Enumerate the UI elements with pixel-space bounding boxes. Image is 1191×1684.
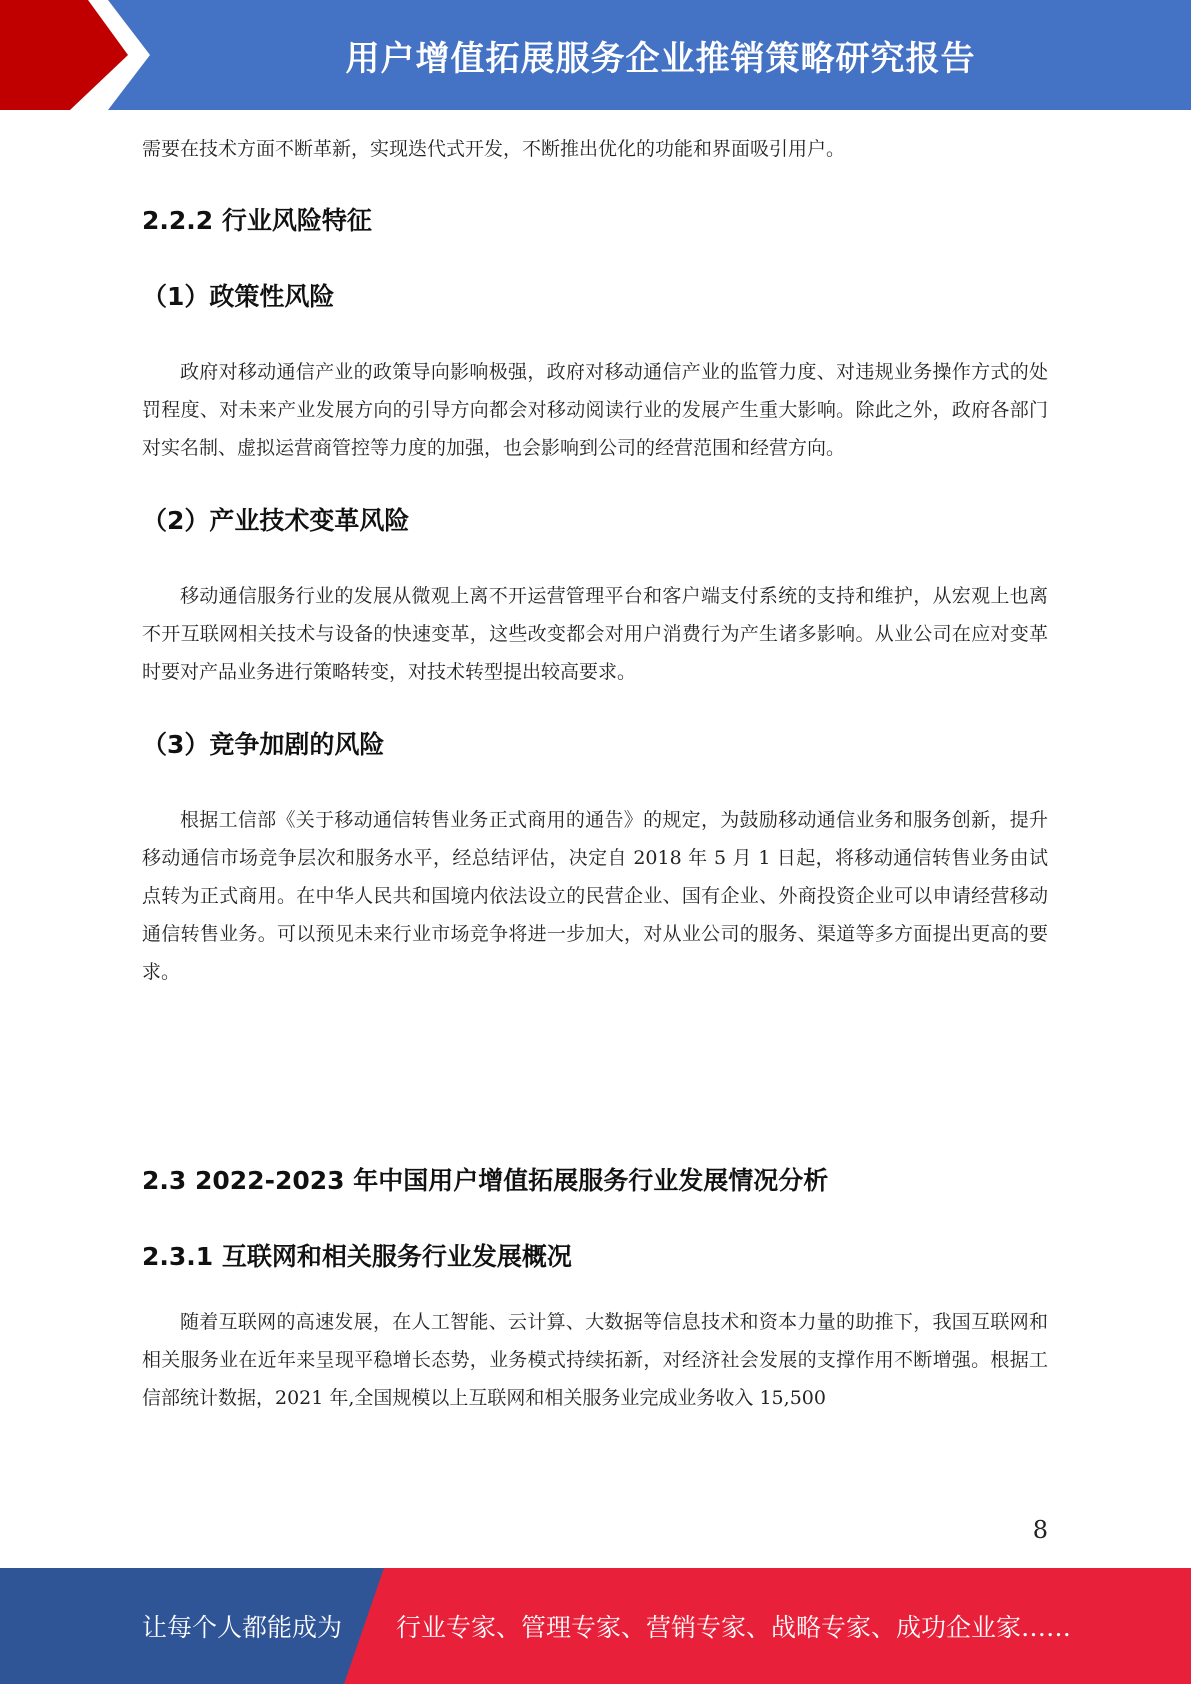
section-heading-2-3: 2.3 2022-2023 年中国用户增值拓展服务行业发展情况分析 bbox=[142, 1166, 829, 1195]
subheading-tech-risk: （2）产业技术变革风险 bbox=[142, 506, 410, 535]
footer-slogan-left: 让每个人都能成为 bbox=[142, 1613, 343, 1642]
footer-slogan-right: 行业专家、管理专家、营销专家、战略专家、成功企业家…… bbox=[396, 1613, 1072, 1642]
page-header bbox=[0, 0, 1191, 110]
paragraph-competition-risk: 根据工信部《关于移动通信转售业务正式商用的通告》的规定，为鼓励移动通信业务和服务创新，提升移动通信市场竞争层次和服务水平，经总结评估，决定自 2018 年 5 月 1 日起，将移动通信转售业务由试点转为正式商用。在中华人民共和国境内依法设立的民营企业、国有企业、外商投资企业可以申请经营移动通信转售业务。可以预见未来行业市场竞争将进一步加大，对从业公司的服务、渠道等多方面提出更高的要求。 bbox=[142, 809, 1048, 983]
paragraph-continuation: 需要在技术方面不断革新，实现迭代式开发，不断推出优化的功能和界面吸引用户。 bbox=[142, 138, 846, 160]
page-footer bbox=[0, 1568, 1191, 1684]
page-number: 8 bbox=[1032, 1516, 1048, 1544]
paragraph-tech-risk: 移动通信服务行业的发展从微观上离不开运营管理平台和客户端支付系统的支持和维护，从宏观上也离不开互联网相关技术与设备的快速变革，这些改变都会对用户消费行为产生诸多影响。从业公司在应对变革时要对产品业务进行策略转变，对技术转型提出较高要求。 bbox=[142, 585, 1048, 683]
paragraph-internet-services: 随着互联网的高速发展，在人工智能、云计算、大数据等信息技术和资本力量的助推下，我国互联网和相关服务业在近年来呈现平稳增长态势，业务模式持续拓新，对经济社会发展的支撑作用不断增强。根据工信部统计数据，2021 年,全国规模以上互联网和相关服务业完成业务收入 15,500 bbox=[142, 1311, 1048, 1409]
section-heading-2-2-2: 2.2.2 行业风险特征 bbox=[142, 206, 372, 235]
page-content bbox=[142, 130, 1048, 1417]
paragraph-policy-risk: 政府对移动通信产业的政策导向影响极强，政府对移动通信产业的监管力度、对违规业务操作方式的处罚程度、对未来产业发展方向的引导方向都会对移动阅读行业的发展产生重大影响。除此之外，政府各部门对实名制、虚拟运营商管控等力度的加强，也会影响到公司的经营范围和经营方向。 bbox=[142, 361, 1048, 459]
subheading-policy-risk: （1）政策性风险 bbox=[142, 282, 335, 311]
header-title: 用户增值拓展服务企业推销策略研究报告 bbox=[345, 38, 976, 79]
section-heading-2-3-1: 2.3.1 互联网和相关服务行业发展概况 bbox=[142, 1242, 572, 1271]
subheading-competition-risk: （3）竞争加剧的风险 bbox=[142, 730, 385, 759]
